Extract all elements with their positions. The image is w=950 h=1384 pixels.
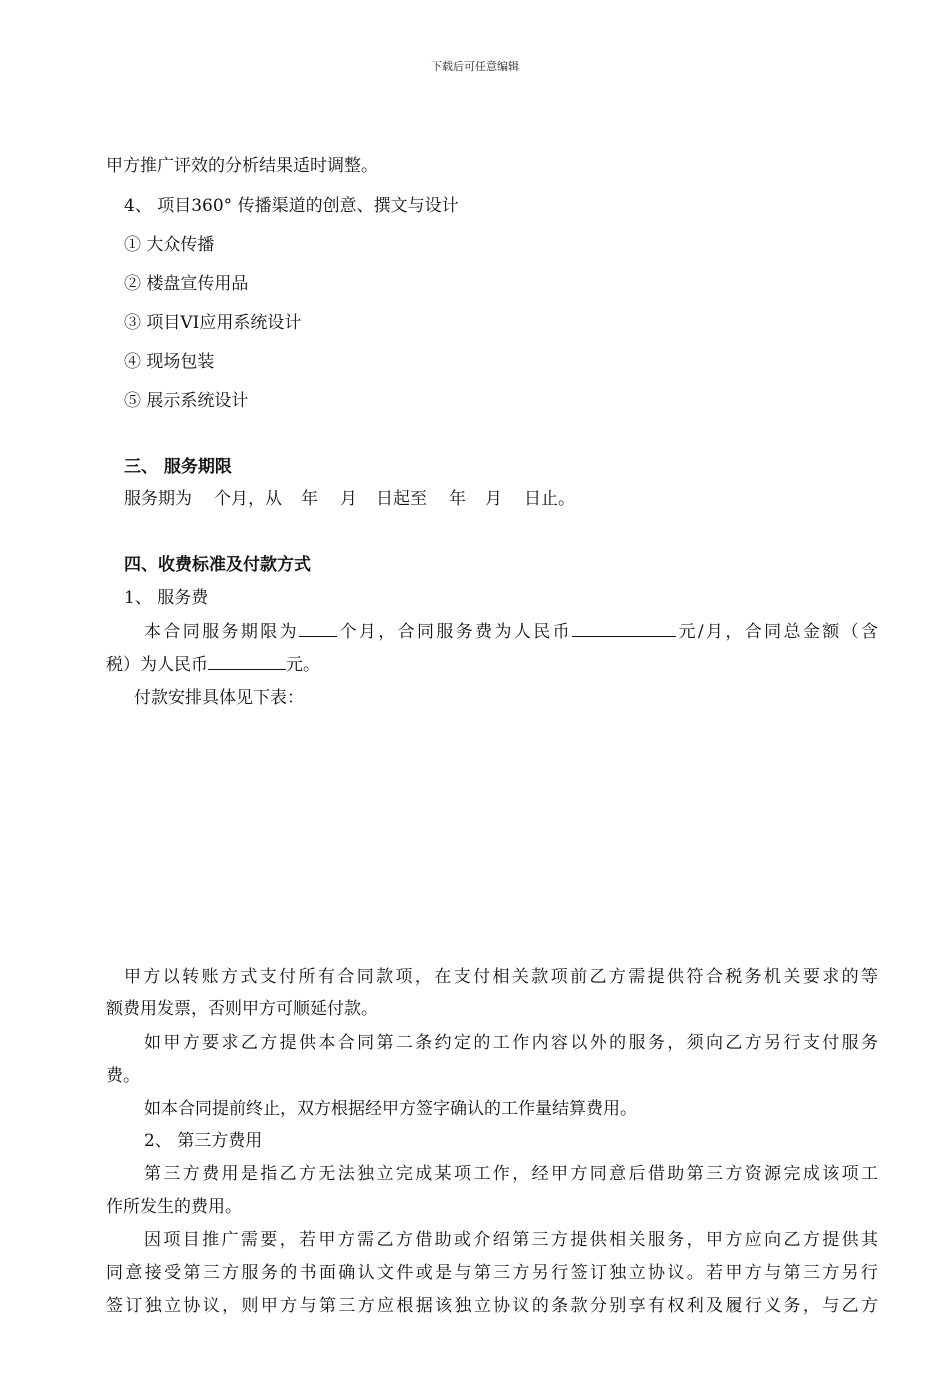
text-span: 税）为人民币	[106, 655, 208, 675]
sub-item-4: ④ 现场包装	[124, 352, 215, 372]
sub-item-3: ③ 项目VI应用系统设计	[124, 313, 302, 333]
paragraph-line: 第三方费用是指乙方无法独立完成某项工作，经甲方同意后借助第三方资源完成该项工	[144, 1164, 878, 1184]
text-span: 年	[449, 489, 466, 509]
sub-item-5: ⑤ 展示系统设计	[124, 391, 249, 411]
text-span: 日止。	[524, 489, 575, 509]
paragraph-line: 额费用发票，否则甲方可顺延付款。	[106, 999, 378, 1019]
text-span: 个月，合同服务费为人民币	[337, 622, 573, 642]
sub-item-1: ① 大众传播	[124, 235, 215, 255]
list-item-4: 4、 项目360° 传播渠道的创意、撰文与设计	[124, 196, 459, 216]
section-heading-4: 四、收费标准及付款方式	[124, 555, 311, 575]
text-span: 服务期为	[124, 489, 192, 509]
section-heading-3: 三、 服务期限	[124, 457, 232, 477]
fee-line-1	[106, 620, 878, 643]
text-span: 元/月，合同总金额（含	[676, 622, 879, 642]
schedule-line: 付款安排具体见下表：	[134, 688, 304, 708]
text-span: 元。	[286, 655, 320, 675]
sub-heading-1: 1、 服务费	[124, 588, 209, 608]
paragraph-line: 因项目推广需要，若甲方需乙方借助或介绍第三方提供相关服务，甲方应向乙方提供其	[144, 1230, 878, 1250]
paragraph-line: 作所发生的费用。	[106, 1197, 242, 1217]
fee-line-2	[106, 653, 320, 676]
paragraph-line: 甲方推广评效的分析结果适时调整。	[106, 156, 378, 176]
sub-item-2: ② 楼盘宣传用品	[124, 274, 249, 294]
text-span: 月	[485, 489, 502, 509]
text-span: 月	[340, 489, 357, 509]
service-period-line	[124, 488, 575, 510]
text-span: 个月，从	[214, 489, 282, 509]
paragraph-line: 同意接受第三方服务的书面确认文件或是与第三方另行签订独立协议。若甲方与第三方另行	[106, 1263, 878, 1283]
text-span: 年	[301, 489, 318, 509]
blank-months	[299, 620, 337, 637]
paragraph-line: 签订独立协议，则甲方与第三方应根据该独立协议的条款分别享有权利及履行义务，与乙方	[106, 1296, 878, 1316]
paragraph-line: 甲方以转账方式支付所有合同款项，在支付相关款项前乙方需提供符合税务机关要求的等	[124, 967, 878, 987]
text-span: 本合同服务期限为	[144, 622, 300, 642]
paragraph-line: 如本合同提前终止，双方根据经甲方签字确认的工作量结算费用。	[144, 1099, 637, 1119]
text-span: 日起至	[376, 489, 427, 509]
blank-total-fee	[208, 653, 286, 670]
sub-heading-2: 2、 第三方费用	[144, 1131, 263, 1151]
paragraph-line: 费。	[106, 1066, 140, 1086]
blank-monthly-fee	[572, 620, 676, 637]
page-header: 下载后可任意编辑	[431, 60, 519, 73]
paragraph-line: 如甲方要求乙方提供本合同第二条约定的工作内容以外的服务，须向乙方另行支付服务	[144, 1033, 878, 1053]
